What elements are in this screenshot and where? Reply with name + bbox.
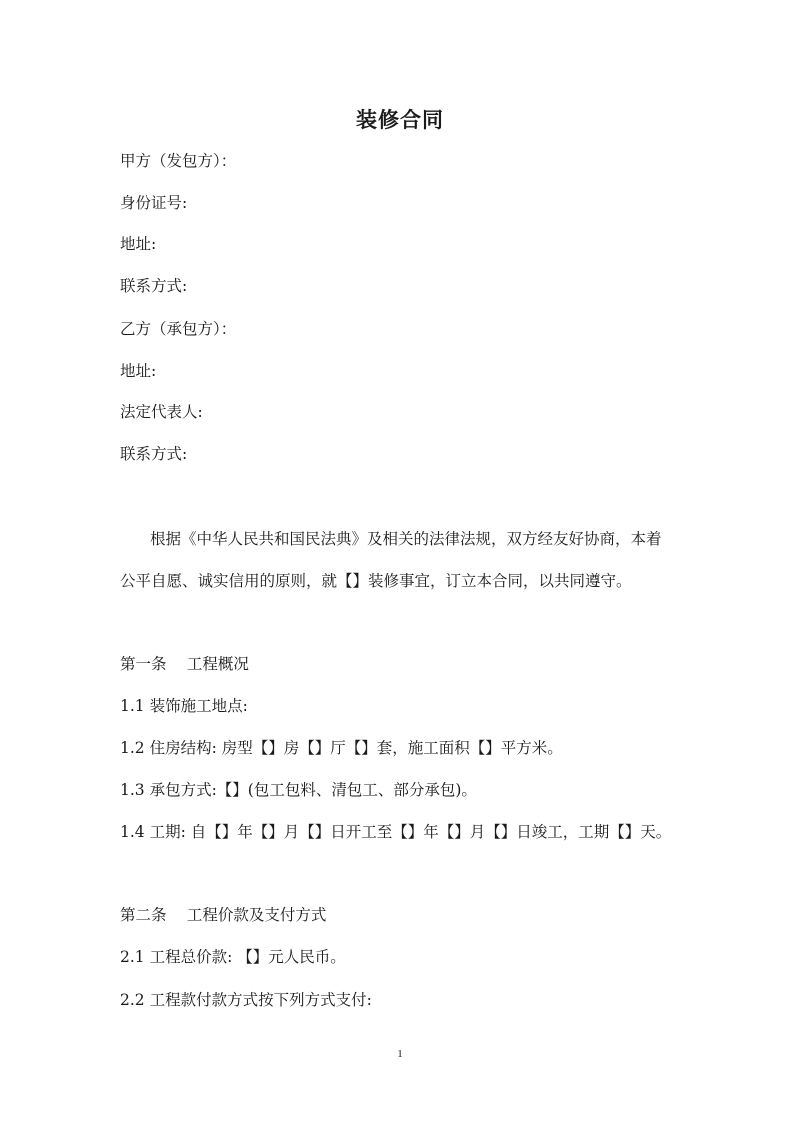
article-2-item: 2.1 工程总价款: 【】元人民币。: [120, 948, 346, 966]
preamble-line-2: 公平自愿、诚实信用的原则，就【】装修事宜，订立本合同，以共同遵守。: [120, 572, 632, 590]
party-a-address-label: 地址:: [120, 235, 157, 253]
article-1-item: 1.2 住房结构: 房型【】房【】厅【】套，施工面积【】平方米。: [120, 739, 563, 757]
party-a-id-label: 身份证号:: [120, 194, 188, 212]
party-b-label: 乙方（承包方）：: [120, 320, 237, 338]
article-2-item: 2.2 工程款付款方式按下列方式支付:: [120, 991, 372, 1009]
article-1-item: 1.4 工期: 自【】年【】月【】日开工至【】年【】月【】日竣工，工期【】天。: [120, 823, 672, 841]
document-title: 装修合同: [356, 107, 444, 132]
party-a-contact-label: 联系方式:: [120, 277, 188, 295]
article-1-item: 1.1 装饰施工地点:: [120, 697, 248, 715]
article-1-heading: 第一条 工程概况: [120, 655, 249, 673]
party-a-label: 甲方（发包方）：: [120, 152, 237, 170]
party-b-contact-label: 联系方式:: [120, 445, 188, 463]
article-2-heading: 第二条 工程价款及支付方式: [120, 906, 327, 924]
page-number: 1: [397, 1048, 403, 1060]
party-b-address-label: 地址:: [120, 362, 157, 380]
preamble-line-1: 根据《中华人民共和国民法典》及相关的法律法规，双方经友好协商，本着: [150, 530, 662, 548]
party-b-legal-rep-label: 法定代表人:: [120, 403, 203, 421]
article-1-item: 1.3 承包方式:【】(包工包料、清包工、部分承包)。: [120, 781, 477, 799]
